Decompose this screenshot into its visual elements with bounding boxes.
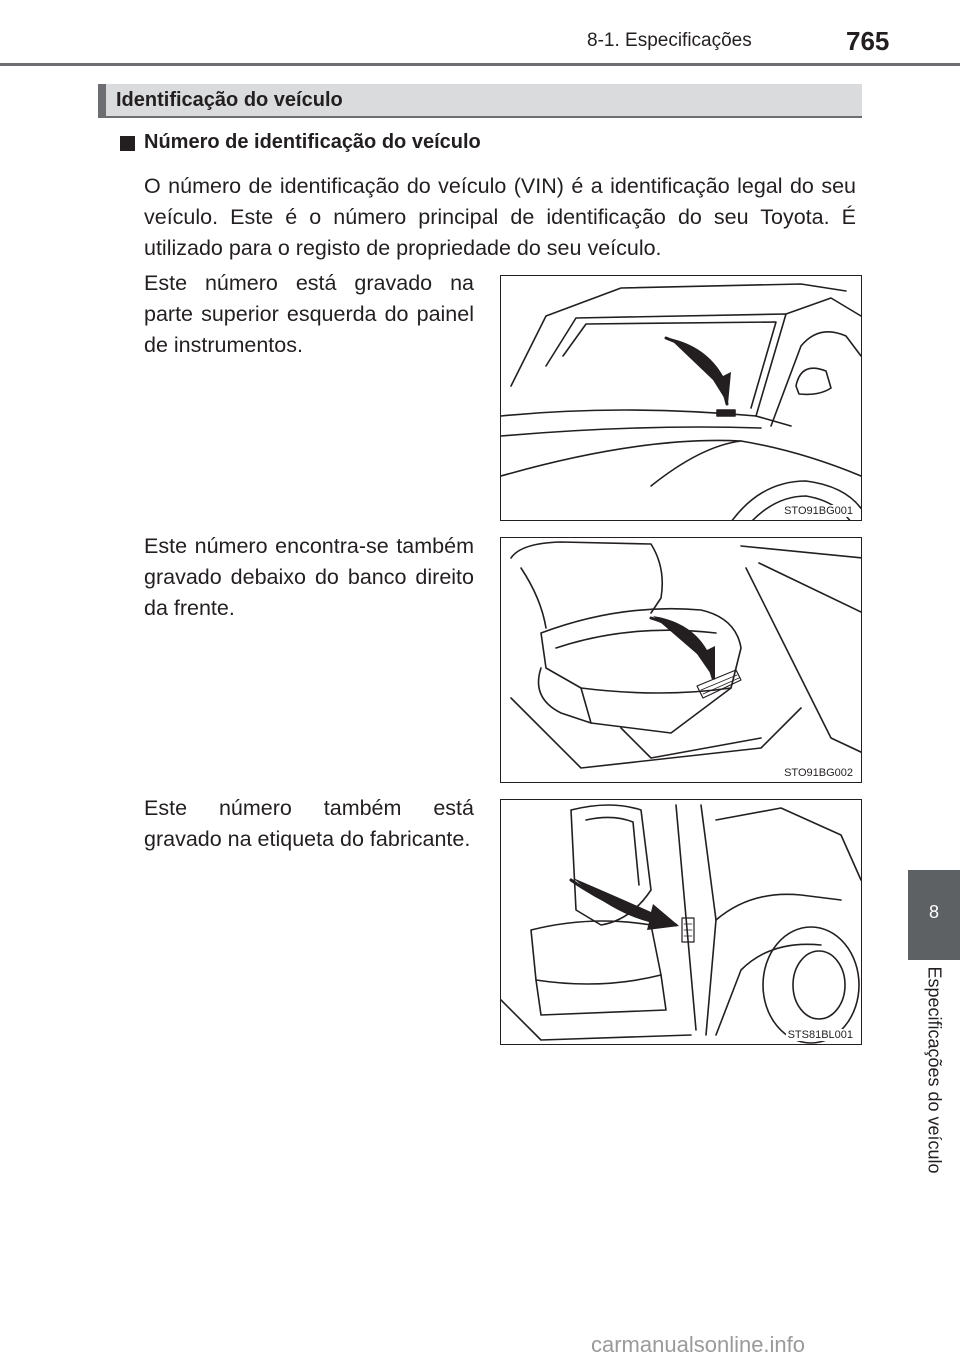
figure-2-code: STO91BG002 [784,767,853,779]
section-bar-accent [98,84,106,116]
figure-1-caption: Este número está gravado na parte superior esquerda do painel de instrumentos. [144,271,474,357]
figure-1 [500,275,862,521]
square-bullet-icon [120,136,135,151]
figure-3-code: STS81BL001 [787,1029,853,1041]
door-label-illustration-icon [501,800,862,1045]
page-number: 765 [846,26,890,56]
chapter-header: 8-1. Especificações [587,30,752,51]
header-rule [0,63,960,66]
section-title: Identificação do veículo [116,89,343,111]
watermark: carmanualsonline.info [591,1332,806,1357]
subsection-heading: Número de identificação do veículo [144,131,481,153]
section-title-bar [98,84,862,118]
figure-3 [500,799,862,1045]
figure-2-caption: Este número encontra-se também gravado debaixo do banco direito da frente. [144,534,474,620]
seat-vin-illustration-icon [501,538,862,783]
dashboard-vin-illustration-icon [501,276,862,521]
figure-3-caption: Este número também está gravado na etiqueta do fabricante. [144,796,474,851]
chapter-tab-number: 8 [928,902,939,922]
figure-2 [500,537,862,783]
intro-paragraph: O número de identificação do veículo (VIN) é a identificação legal do seu veículo. Este é o número principal de identificação do seu Toyota. É utilizado para o registo de propriedade do seu veículo. [144,174,856,260]
chapter-tab [908,870,960,960]
figure-1-code: STO91BG001 [784,505,853,517]
chapter-tab-label: Especificações do veículo [924,966,945,1174]
